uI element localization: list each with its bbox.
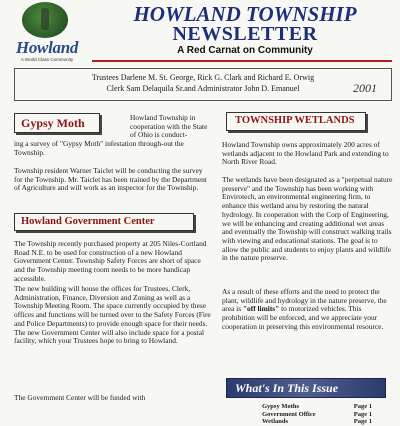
gypsy-moth-paragraph-1: ing a survey of "Gypsy Moth" infestation through-out the Township. [14, 139, 184, 157]
gypsy-moth-paragraph-2: Township resident Warner Taiclet will be conducting the survey for the Township. Mr. Taiclet has been trained by the Department of Agriculture and will work as an inspector for the Township. [14, 166, 207, 193]
wetlands-heading: TOWNSHIP WETLANDS [226, 112, 366, 131]
tree-globe-icon [22, 2, 68, 38]
gypsy-moth-heading: Gypsy Moth [14, 113, 100, 133]
masthead-divider [92, 60, 392, 62]
government-center-paragraph-3: The Government Center will be funded with [14, 393, 146, 402]
trustees-box [14, 68, 392, 101]
gypsy-moth-lead: Howland Township in cooperation with the State of Ohio is conduct- [130, 113, 208, 140]
newsletter-tagline: A Red Carnat on Community [177, 45, 313, 56]
howland-logo [6, 2, 88, 64]
handwritten-year: 2001 [353, 81, 377, 95]
newsletter-subtitle: NEWSLETTER [172, 23, 318, 45]
logo-tagline: A World Class Community [20, 57, 74, 62]
government-center-heading: Howland Government Center [14, 213, 194, 231]
logo-wordmark: Howland [15, 38, 79, 57]
table-of-contents [262, 403, 372, 426]
trustees-line: Trustees Darlene M. St. George, Rick G. Clark and Richard E. Orwig [91, 73, 315, 82]
clerk-line: Clerk Sam Delaquila Sr.and Administrator John D. Emanuel [106, 84, 300, 93]
toc-item[interactable]: Wetlands Page 1 [262, 418, 372, 425]
off-limits-emphasis: "off limits" [242, 304, 280, 314]
wetlands-paragraph-1: Howland Township owns approximately 200 acres of wetlands adjacent to the Howland Park and extending to North River Road. [222, 140, 389, 167]
toc-item[interactable]: Gypsy Moths Page 1 [262, 403, 372, 410]
whats-in-this-issue-banner: What's In This Issue [226, 378, 386, 398]
wetlands-paragraph-3: As a result of these efforts and the need to protect the plant, wildlife and hydrology in the nature preserve, the area is "off limits" to motorized vehicles. This prohibition will be enforced, and we appreciate your cooperation in preserving this environmental resource. [222, 287, 387, 331]
government-center-paragraph-1: The Township recently purchased property at 205 Niles-Cortland Road N.E. to be used for construction of a new Howland Government Center. Township Safety Forces are short of space and the Township meeting room needs to be more handicap accessible. [14, 239, 207, 283]
newsletter-title: HOWLAND TOWNSHIP [133, 2, 357, 26]
wetlands-paragraph-2: The wetlands have been designated as a "perpetual nature preserve" and the Township has been working with Envirotech, an environmental engineering firm, to enhance this wetland area by restoring the natural hydrology. In cooperation with the Corp of Engineering, we will be enhancing and creating additional wet areas and eventually the Township will construct walking trails with viewing and educational stations. The goal is to allow the public and students to enjoy plants and wildlife in the nature preserve. [222, 175, 393, 263]
toc-item[interactable]: Government Office Page 1 [262, 410, 372, 418]
government-center-paragraph-2: The new building will house the offices for Trustees, Clerk, Administration, Finance, Diversion and Zoning as well as a Township Meeting Room. The space currently occupied by these offices and functions will be turned over to the Safety Forces (Fire and Police Departments) to provide enough space for their needs. The new Government Center will also include space for a postal facility, which your Trustees hope to bring to Howland. [14, 284, 211, 346]
